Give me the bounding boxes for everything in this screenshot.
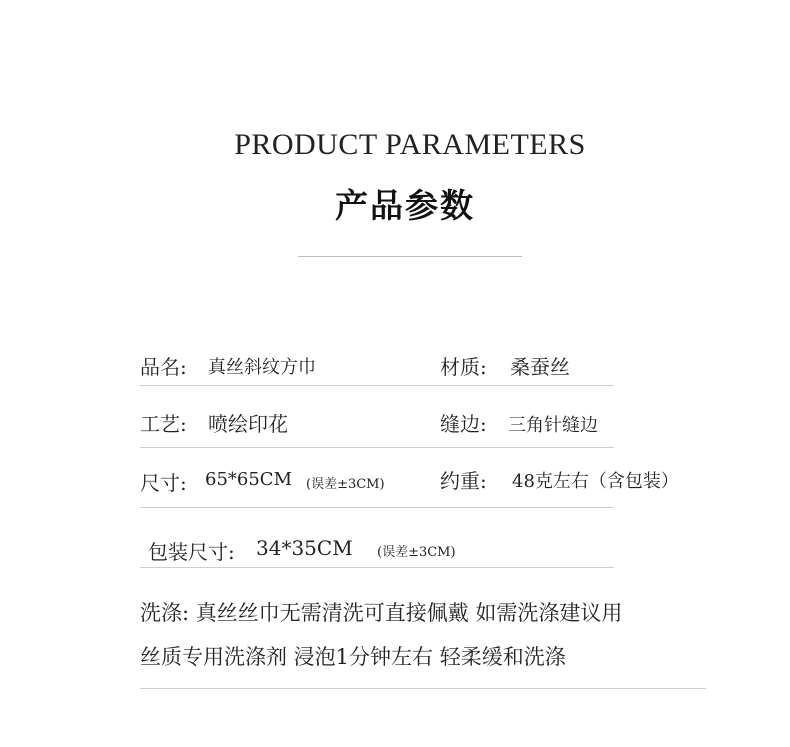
size-value: 65*65CM: [205, 469, 293, 490]
product-name-value: 真丝斜纹方巾: [208, 357, 316, 378]
package-size-value: 34*35CM: [256, 536, 353, 560]
bottom-divider: [140, 688, 706, 689]
craft-label: 工艺:: [140, 412, 187, 436]
edge-value: 三角针缝边: [508, 415, 598, 436]
row-divider-4: [140, 567, 614, 568]
title-divider: [298, 256, 522, 257]
product-name-label: 品名:: [140, 355, 187, 379]
package-size-label: 包装尺寸:: [148, 540, 235, 564]
weight-value: 48克左右（含包装）: [512, 471, 679, 492]
size-label: 尺寸:: [140, 471, 187, 495]
edge-label: 缝边:: [440, 412, 487, 436]
row-divider-2: [140, 447, 614, 448]
row-divider-1: [140, 385, 614, 386]
material-value: 桑蚕丝: [510, 355, 570, 379]
weight-label: 约重:: [440, 469, 487, 493]
material-label: 材质:: [440, 355, 487, 379]
row-divider-3: [140, 507, 614, 508]
size-tolerance: (误差±3CM): [306, 477, 385, 492]
title-chinese: 产品参数: [335, 186, 475, 225]
craft-value: 喷绘印花: [208, 412, 288, 436]
title-english: PRODUCT PARAMETERS: [234, 128, 586, 161]
package-size-tolerance: (误差±3CM): [377, 545, 456, 560]
care-instructions-line-1: 洗涤: 真丝丝巾无需清洗可直接佩戴 如需洗涤建议用: [140, 601, 623, 625]
care-instructions-line-2: 丝质专用洗涤剂 浸泡1分钟左右 轻柔缓和洗涤: [140, 645, 566, 669]
